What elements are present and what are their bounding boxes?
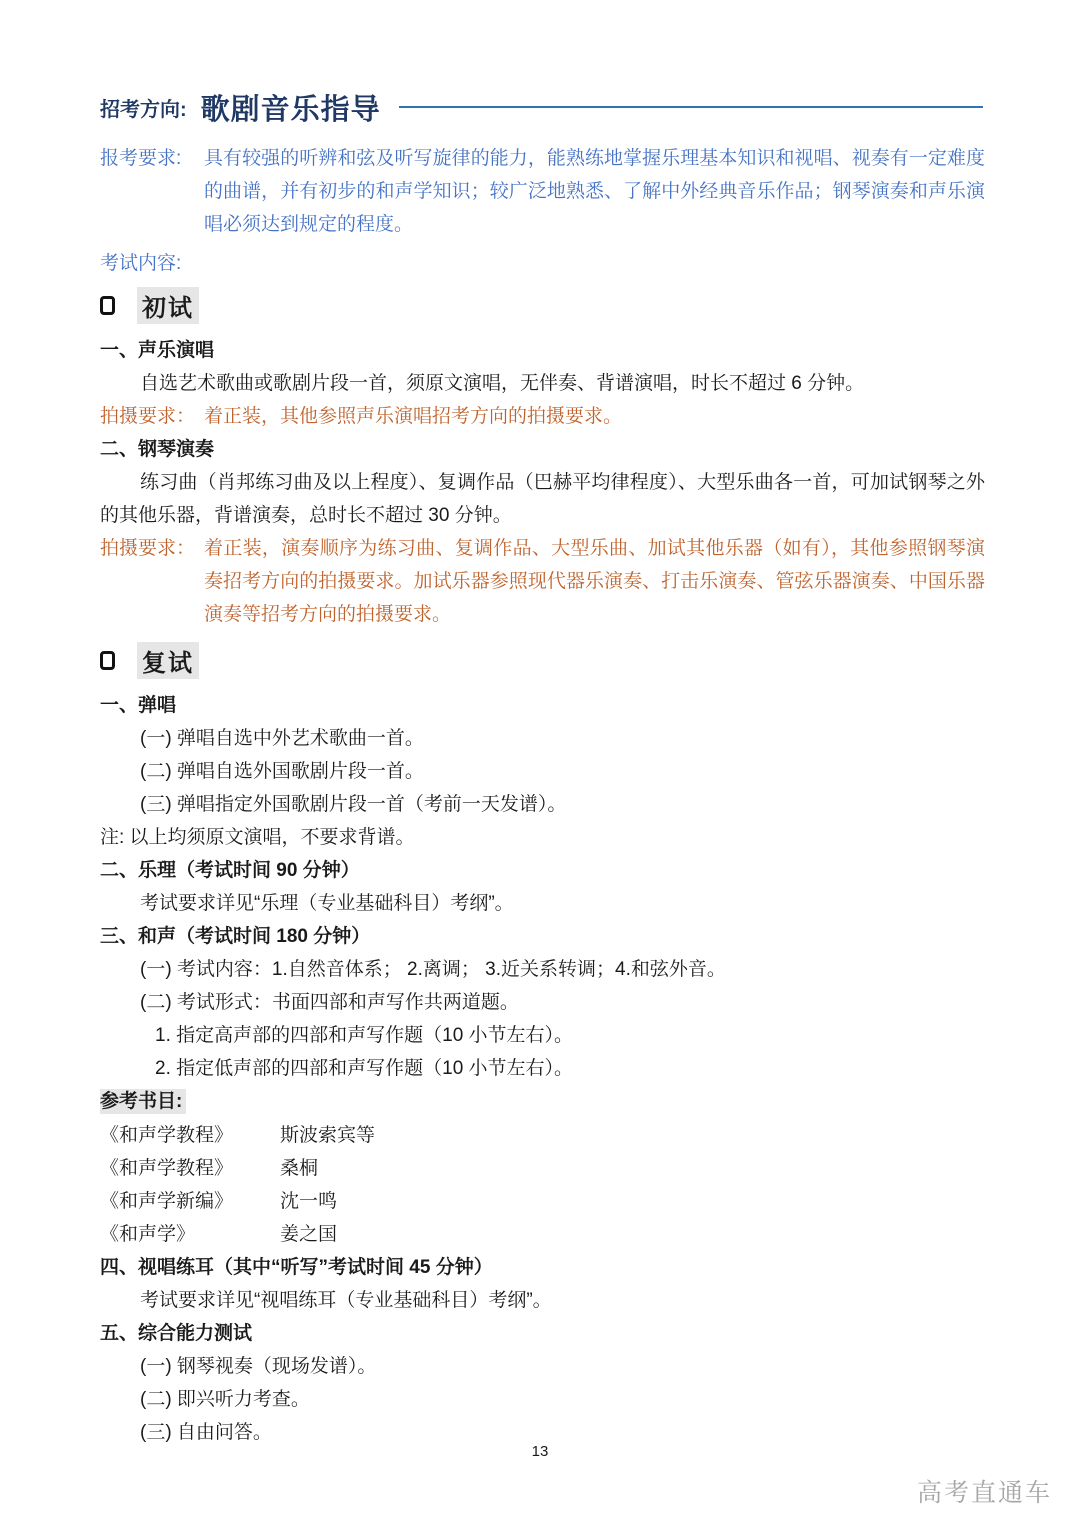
direction-label: 招考方向: <box>100 98 187 121</box>
paragraph-piano-body: 练习曲（肖邦练习曲及以上程度）、复调作品（巴赫平均律程度）、大型乐曲各一首，可加试钢琴之外的其他乐器，背谱演奏，总时长不超过 30 分钟。 <box>100 472 985 526</box>
book-row <box>100 1119 985 1152</box>
apply-requirements-label: 报考要求: <box>100 148 182 169</box>
book-row <box>100 1185 985 1218</box>
page-title: 歌剧音乐指导 <box>200 93 381 126</box>
checkbox-icon <box>100 296 115 315</box>
book-row <box>100 1218 985 1251</box>
shooting-note-vocal <box>100 400 985 433</box>
section-heading-playing-singing: 一、弹唱 <box>100 695 177 716</box>
list-item: 1. 指定高声部的四部和声写作题（10 小节左右）。 <box>155 1025 574 1046</box>
watermark: 高考直通车 <box>916 1479 1052 1507</box>
apply-requirements-text: 具有较强的听辨和弦及听写旋律的能力，能熟练地掌握乐理基本知识和视唱、视奏有一定难度的曲谱，并有初步的和声学知识；较广泛地熟悉、了解中外经典音乐作品；钢琴演奏和声乐演唱必须达到规定的程度。 <box>204 148 985 235</box>
book-author: 姜之国 <box>280 1224 338 1245</box>
section-heading-harmony: 三、和声（考试时间 180 分钟） <box>100 926 371 947</box>
reference-books-label: 参考书目: <box>100 1089 186 1114</box>
book-title: 《和声学新编》 <box>100 1191 234 1212</box>
book-title: 《和声学教程》 <box>100 1125 234 1146</box>
paragraph-music-theory: 考试要求详见“乐理（专业基础科目）考纲”。 <box>140 893 514 914</box>
header-rule <box>399 106 983 108</box>
book-author: 桑桐 <box>280 1158 319 1179</box>
book-row <box>100 1152 985 1185</box>
paragraph-sight-singing: 考试要求详见“视唱练耳（专业基础科目）考纲”。 <box>140 1290 552 1311</box>
list-item: 2. 指定低声部的四部和声写作题（10 小节左右）。 <box>155 1058 574 1079</box>
list-item: (一) 考试内容：1.自然音体系； 2.离调； 3.近关系转调；4.和弦外音。 <box>140 959 726 980</box>
note-line: 注: 以上均须原文演唱，不要求背谱。 <box>100 827 415 848</box>
book-author: 斯波索宾等 <box>280 1125 376 1146</box>
list-item: (二) 即兴听力考查。 <box>140 1389 310 1410</box>
round-first-header <box>100 286 985 324</box>
checkbox-icon <box>100 651 115 670</box>
reference-books-header <box>100 1085 985 1119</box>
paragraph-vocal-body: 自选艺术歌曲或歌剧片段一首，须原文演唱，无伴奏、背谱演唱，时长不超过 6 分钟。 <box>140 373 865 394</box>
shooting-note-label: 拍摄要求： <box>100 406 196 427</box>
round-second-header <box>100 641 985 679</box>
book-title: 《和声学教程》 <box>100 1158 234 1179</box>
list-item: (三) 自由问答。 <box>140 1422 272 1443</box>
section-heading-comprehensive: 五、综合能力测试 <box>100 1323 253 1344</box>
section-heading-music-theory: 二、乐理（考试时间 90 分钟） <box>100 860 360 881</box>
list-item: (二) 弹唱自选外国歌剧片段一首。 <box>140 761 424 782</box>
book-author: 沈一鸣 <box>280 1191 338 1212</box>
section-heading-sight-singing: 四、视唱练耳（其中“听写”考试时间 45 分钟） <box>100 1257 493 1278</box>
page-number: 13 <box>531 1443 549 1460</box>
shooting-note-text: 着正装，演奏顺序为练习曲、复调作品、大型乐曲、加试其他乐器（如有），其他参照钢琴演奏招考方向的拍摄要求。加试乐器参照现代器乐演奏、打击乐演奏、管弦乐器演奏、中国乐器演奏等招考方向的拍摄要求。 <box>204 538 985 625</box>
exam-content-label: 考试内容: <box>100 253 182 274</box>
list-item: (二) 考试形式：书面四部和声写作共两道题。 <box>140 992 519 1013</box>
round-second-title: 复试 <box>137 642 199 679</box>
apply-requirements <box>100 142 985 241</box>
list-item: (一) 弹唱自选中外艺术歌曲一首。 <box>140 728 424 749</box>
shooting-note-piano <box>100 532 985 631</box>
shooting-note-text: 着正装，其他参照声乐演唱招考方向的拍摄要求。 <box>204 406 623 427</box>
list-item: (三) 弹唱指定外国歌剧片段一首（考前一天发谱）。 <box>140 794 567 815</box>
section-heading-vocal: 一、声乐演唱 <box>100 340 215 361</box>
shooting-note-label: 拍摄要求： <box>100 538 196 559</box>
list-item: (一) 钢琴视奏（现场发谱）。 <box>140 1356 377 1377</box>
doc-header <box>100 86 985 128</box>
round-first-title: 初试 <box>137 287 199 324</box>
section-heading-piano: 二、钢琴演奏 <box>100 439 215 460</box>
book-title: 《和声学》 <box>100 1224 196 1245</box>
